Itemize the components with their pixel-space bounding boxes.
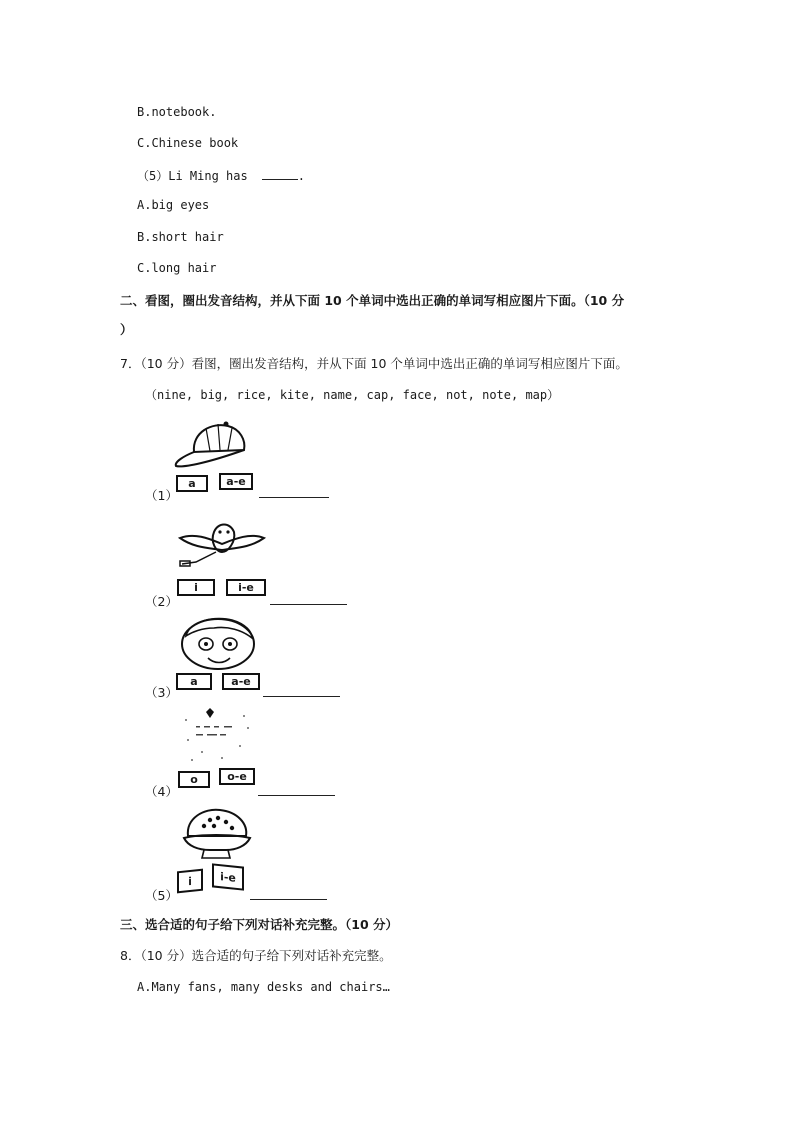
answer-line-4[interactable]: [258, 795, 335, 796]
item-2-label: （2）: [145, 594, 178, 609]
option-c-long-hair: C.long hair: [137, 261, 217, 275]
sound-box-a-e[interactable]: a-e: [222, 673, 260, 690]
item-5-label: （5）: [145, 888, 178, 903]
option-a-big-eyes: A.big eyes: [137, 198, 210, 212]
note-picture: [182, 706, 252, 766]
question-8-stem: 8．（10 分）选合适的句子给下列对话补充完整。: [120, 948, 392, 963]
question-6-5-stem: [137, 167, 305, 184]
item-1-label: （1）: [145, 488, 178, 503]
answer-line-3[interactable]: [263, 696, 340, 697]
item-4-label: （4）: [145, 784, 178, 799]
sound-box-o-e[interactable]: o-e: [219, 768, 255, 785]
sound-box-a[interactable]: a: [176, 475, 208, 492]
rice-bowl-picture: [180, 806, 254, 860]
sound-box-a-e[interactable]: a-e: [219, 473, 253, 490]
sound-box-i[interactable]: i: [177, 869, 203, 894]
option-b-notebook: B.notebook.: [137, 105, 217, 119]
question-7-word-list: （nine, big, rice, kite, name, cap, face, not, note, map）: [145, 388, 560, 402]
answer-blank[interactable]: [262, 169, 298, 180]
stem-end: .: [297, 169, 305, 183]
answer-line-5[interactable]: [250, 899, 327, 900]
item-3-label: （3）: [145, 685, 178, 700]
sound-box-i-e[interactable]: i-e: [226, 579, 266, 596]
option-c-chinese-book: C.Chinese book: [137, 136, 239, 150]
section-2-title-end: ）: [120, 322, 133, 337]
kite-picture: [176, 518, 268, 570]
sound-box-i[interactable]: i: [177, 579, 215, 596]
option-b-short-hair: B.short hair: [137, 230, 224, 244]
face-picture: [176, 614, 260, 672]
section-3-title: 三、选合适的句子给下列对话补充完整。（10 分）: [120, 917, 398, 932]
sound-box-o[interactable]: o: [178, 771, 210, 788]
question-stem-text: （5）Li Ming has: [137, 169, 248, 183]
answer-line-1[interactable]: [259, 497, 329, 498]
sound-box-a[interactable]: a: [176, 673, 212, 690]
option-a-many-fans: A.Many fans, many desks and chairs…: [137, 980, 390, 994]
section-2-title: 二、看图，圈出发音结构，并从下面 10 个单词中选出正确的单词写相应图片下面。（10 分: [120, 293, 625, 308]
sound-box-i-e[interactable]: i-e: [212, 863, 244, 890]
answer-line-2[interactable]: [270, 604, 347, 605]
cap-picture: [170, 418, 252, 470]
question-7-stem: 7．（10 分）看图，圈出发音结构，并从下面 10 个单词中选出正确的单词写相应图片下面。: [120, 356, 628, 371]
